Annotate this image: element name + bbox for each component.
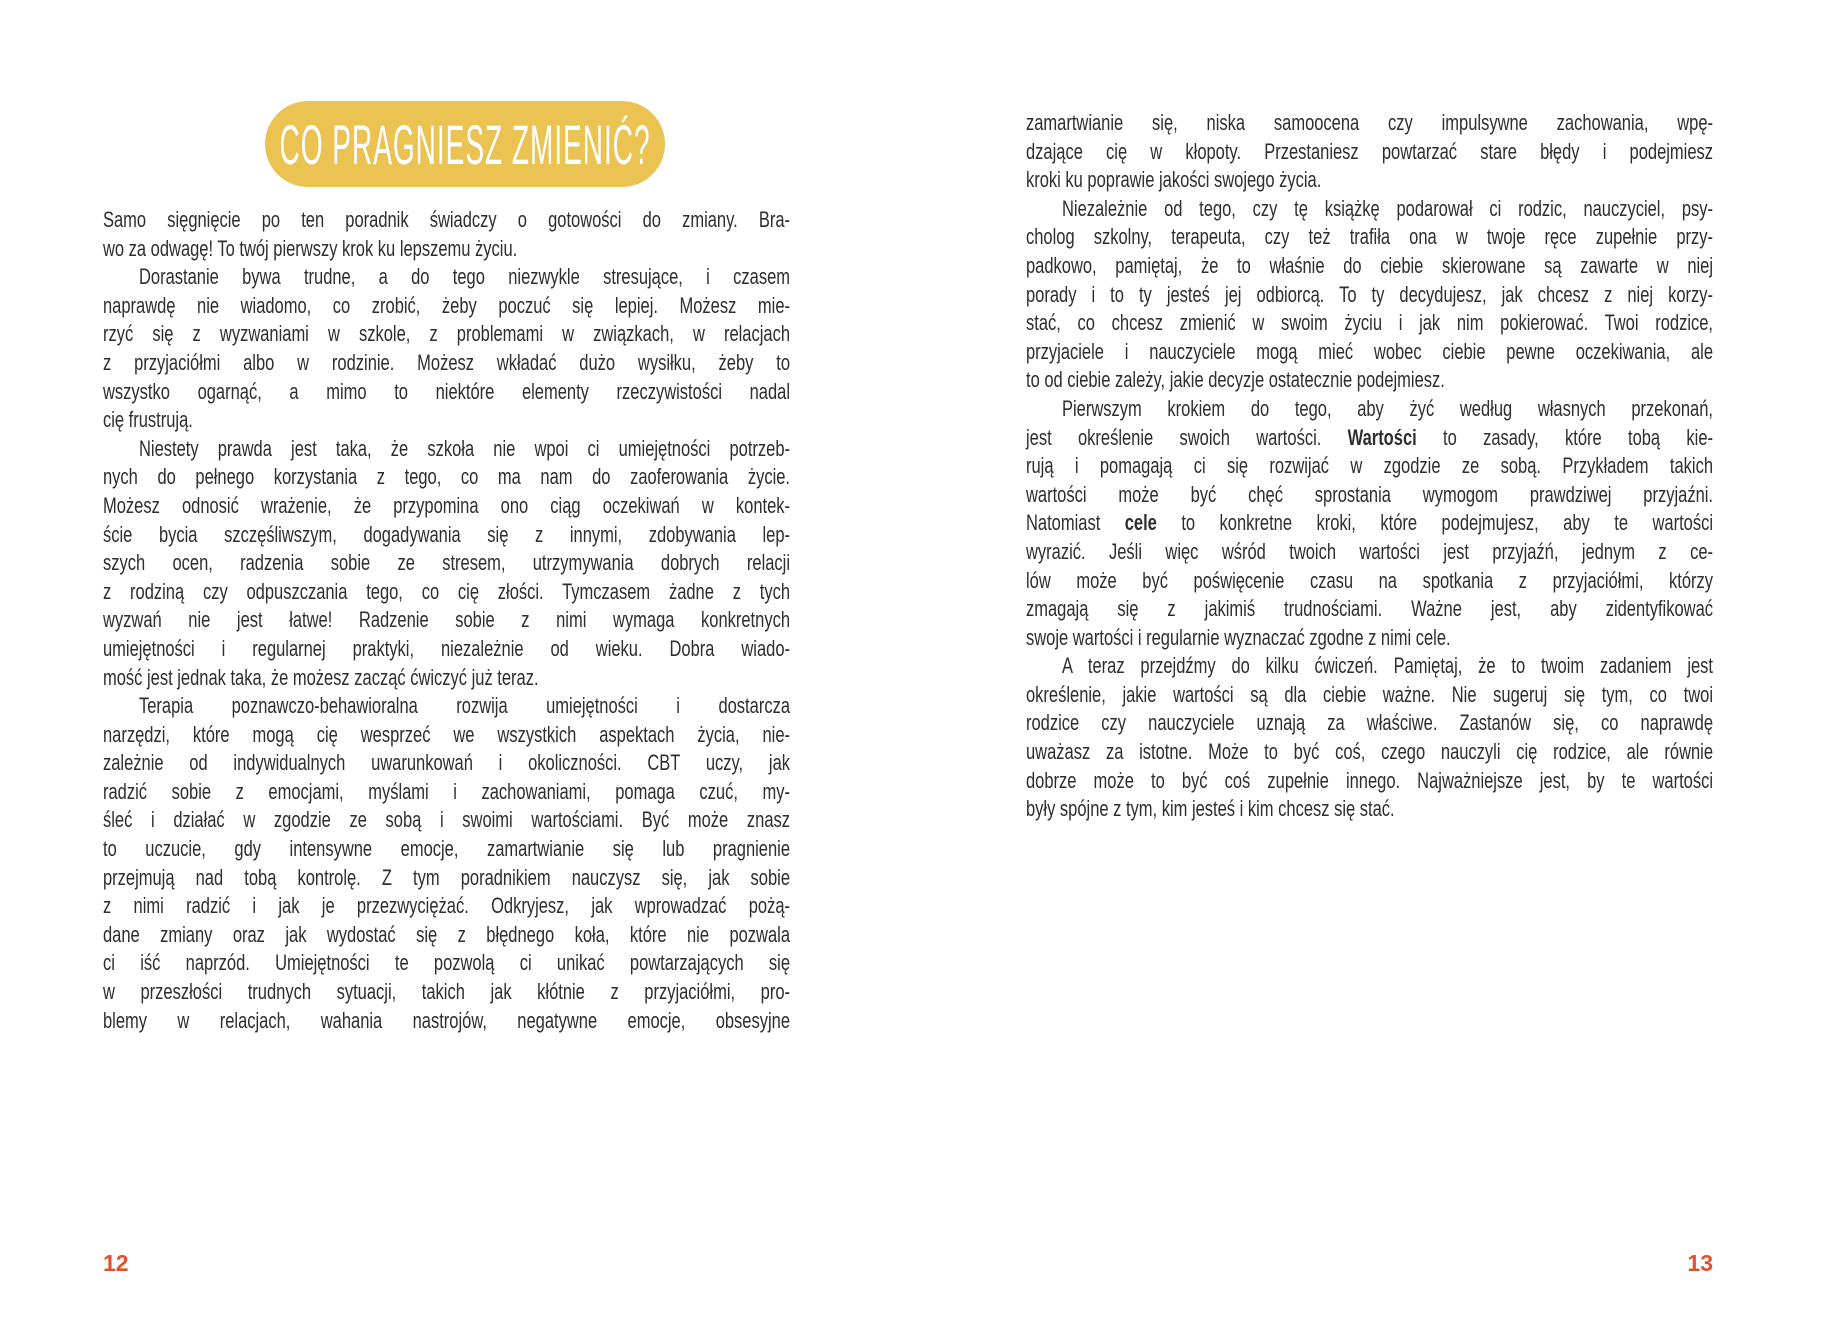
text-line: porady i to ty jesteś jej odbiorcą. To ty decydujesz, jak chcesz z niej korzy- bbox=[1026, 281, 1713, 307]
text-line: zmagają się z jakimiś trudnościami. Ważne jest, aby zidentyfikować bbox=[1026, 596, 1713, 622]
text-line: Natomiast cele to konkretne kroki, które podejmujesz, aby te wartości bbox=[1026, 510, 1713, 536]
text-line: dzające cię w kłopoty. Przestaniesz powtarzać stare błędy i podejmiesz bbox=[1026, 138, 1713, 164]
text-line: ście bycia szczęśliwszym, dogadywania się z innymi, zdobywania lep- bbox=[103, 521, 790, 547]
text-line: śleć i działać w zgodzie ze sobą i swoimi wartościami. Być może znasz bbox=[103, 807, 790, 833]
text-line: padkowo, pamiętaj, że to właśnie do ciebie skierowane są zawarte w niej bbox=[1026, 252, 1713, 278]
text-line: określenie, jakie wartości są dla ciebie ważne. Nie sugeruj się tym, co twoi bbox=[1026, 681, 1713, 707]
page-number-right: 13 bbox=[1687, 1250, 1713, 1276]
paragraph bbox=[103, 435, 790, 692]
text-line: umiejętności i regularnej praktyki, niezależnie od wieku. Dobra wiado- bbox=[103, 635, 790, 661]
text-line: stać, co chcesz zmienić w swoim życiu i jak nim pokierować. Twoi rodzice, bbox=[1026, 310, 1713, 336]
text-line: Terapia poznawczo-behawioralna rozwija umiejętności i dostarcza bbox=[139, 693, 790, 719]
text-line: wyzwań nie jest łatwe! Radzenie sobie z nimi wymaga konkretnych bbox=[103, 607, 790, 633]
text-line: Samo sięgnięcie po ten poradnik świadczy o gotowości do zmiany. Bra- bbox=[103, 207, 790, 232]
text-line: dane zmiany oraz jak wydostać się z błędnego koła, które nie pozwala bbox=[103, 921, 790, 947]
text-line: przyjaciele i nauczyciele mogą mieć wobec ciebie pewne oczekiwania, ale bbox=[1026, 338, 1713, 364]
text-line: w przeszłości trudnych sytuacji, takich jak kłótnie z przyjaciółmi, pro- bbox=[103, 979, 790, 1005]
text-line: wyrazić. Jeśli więc wśród twoich wartości jest przyjaźń, jednym z ce- bbox=[1026, 538, 1713, 564]
paragraph bbox=[103, 692, 790, 1035]
page-13-text-column bbox=[1026, 109, 1713, 824]
text-line: radzić sobie z emocjami, myślami i zachowaniami, pomaga czuć, my- bbox=[103, 778, 790, 804]
text-line: naprawdę nie wiadomo, co zrobić, żeby poczuć się lepiej. Możesz mie- bbox=[103, 292, 790, 318]
text-line: z rodziną czy odpuszczania tego, co cię złości. Tymczasem żadne z tych bbox=[103, 578, 790, 604]
text-line: rodzice czy nauczyciele uznają za właściwe. Zastanów się, co naprawdę bbox=[1026, 710, 1713, 736]
text-line: rzyć się z wyzwaniami w szkole, z problemami w związkach, w relacjach bbox=[103, 321, 790, 347]
text-line: Niestety prawda jest taka, że szkoła nie wpoi ci umiejętności potrzeb- bbox=[139, 435, 790, 461]
text-line: z przyjaciółmi albo w rodzinie. Możesz wkładać dużo wysiłku, żeby to bbox=[103, 349, 790, 375]
text-line: kroki ku poprawie jakości swojego życia. bbox=[1026, 167, 1322, 193]
paragraph bbox=[1026, 395, 1713, 652]
text-line: ci iść naprzód. Umiejętności te pozwolą ci unikać powtarzających się bbox=[103, 950, 790, 976]
text-line: wszystko ogarnąć, a mimo to niektóre elementy rzeczywistości nadal bbox=[103, 378, 790, 404]
text-line: swoje wartości i regularnie wyznaczać zgodne z nimi cele. bbox=[1026, 624, 1451, 650]
text-line: wo za odwagę! To twój pierwszy krok ku lepszemu życiu. bbox=[103, 235, 518, 261]
text-line: wartości może być chęć sprostania wymogom prawdziwej przyjaźni. bbox=[1026, 481, 1713, 507]
paragraph bbox=[1026, 195, 1713, 395]
text-line: A teraz przejdźmy do kilku ćwiczeń. Pamiętaj, że to twoim zadaniem jest bbox=[1062, 653, 1713, 679]
text-line: Dorastanie bywa trudne, a do tego niezwykle stresujące, i czasem bbox=[139, 264, 790, 290]
paragraph bbox=[103, 263, 790, 435]
paragraph bbox=[103, 206, 790, 263]
text-line: rują i pomagają ci się rozwijać w zgodzie ze sobą. Przykładem takich bbox=[1026, 453, 1713, 479]
paragraph bbox=[1026, 652, 1713, 824]
text-line: blemy w relacjach, wahania nastrojów, negatywne emocje, obsesyjne bbox=[103, 1007, 790, 1033]
text-line: były spójne z tym, kim jesteś i kim chcesz się stać. bbox=[1026, 796, 1395, 822]
page-number-left: 12 bbox=[103, 1250, 129, 1276]
text-line: zamartwianie się, niska samoocena czy impulsywne zachowania, wpę- bbox=[1026, 110, 1713, 135]
text-line: Możesz odnosić wrażenie, że przypomina ono ciąg oczekiwań w kontek- bbox=[103, 492, 790, 518]
paragraph bbox=[1026, 109, 1713, 195]
chapter-title-badge bbox=[265, 101, 665, 187]
text-line: nych do pełnego korzystania z tego, co ma nam do zaoferowania życie. bbox=[103, 464, 790, 490]
text-line: to uczucie, gdy intensywne emocje, zamartwianie się lub pragnienie bbox=[103, 836, 790, 862]
text-line: cię frustrują. bbox=[103, 407, 193, 433]
text-line: Pierwszym krokiem do tego, aby żyć według własnych przekonań, bbox=[1062, 395, 1713, 421]
text-line: cholog szkolny, terapeuta, czy też trafiła ona w twoje ręce zupełnie przy- bbox=[1026, 224, 1713, 250]
text-line: narzędzi, które mogą cię wesprzeć we wszystkich aspektach życia, nie- bbox=[103, 721, 790, 747]
text-line: Niezależnie od tego, czy tę książkę podarował ci rodzic, nauczyciel, psy- bbox=[1062, 195, 1713, 221]
text-line: uważasz za istotne. Może to być coś, czego nauczyli cię rodzice, ale równie bbox=[1026, 739, 1713, 765]
text-line: przejmują nad tobą kontrolę. Z tym poradnikiem nauczysz się, jak sobie bbox=[103, 864, 790, 890]
chapter-title: CO PRAGNIESZ ZMIENIĆ? bbox=[279, 112, 651, 176]
text-line: dobrze może to być coś zupełnie innego. Najważniejsze jest, by te wartości bbox=[1026, 767, 1713, 793]
page-12-text-column bbox=[103, 206, 790, 1035]
text-line: szych ocen, radzenia sobie ze stresem, utrzymywania dobrych relacji bbox=[103, 550, 790, 576]
text-line: mość jest jednak taka, że możesz zacząć ćwiczyć już teraz. bbox=[103, 664, 539, 690]
text-line: jest określenie swoich wartości. Wartości to zasady, które tobą kie- bbox=[1026, 424, 1713, 450]
text-line: lów może być poświęcenie czasu na spotkania z przyjaciółmi, którzy bbox=[1026, 567, 1713, 593]
text-line: to od ciebie zależy, jakie decyzje ostatecznie podejmiesz. bbox=[1026, 367, 1445, 393]
text-line: z nimi radzić i jak je przezwyciężać. Odkryjesz, jak wprowadzać pożą- bbox=[103, 893, 790, 919]
text-line: zależnie od indywidualnych uwarunkowań i okoliczności. CBT uczy, jak bbox=[103, 750, 790, 776]
